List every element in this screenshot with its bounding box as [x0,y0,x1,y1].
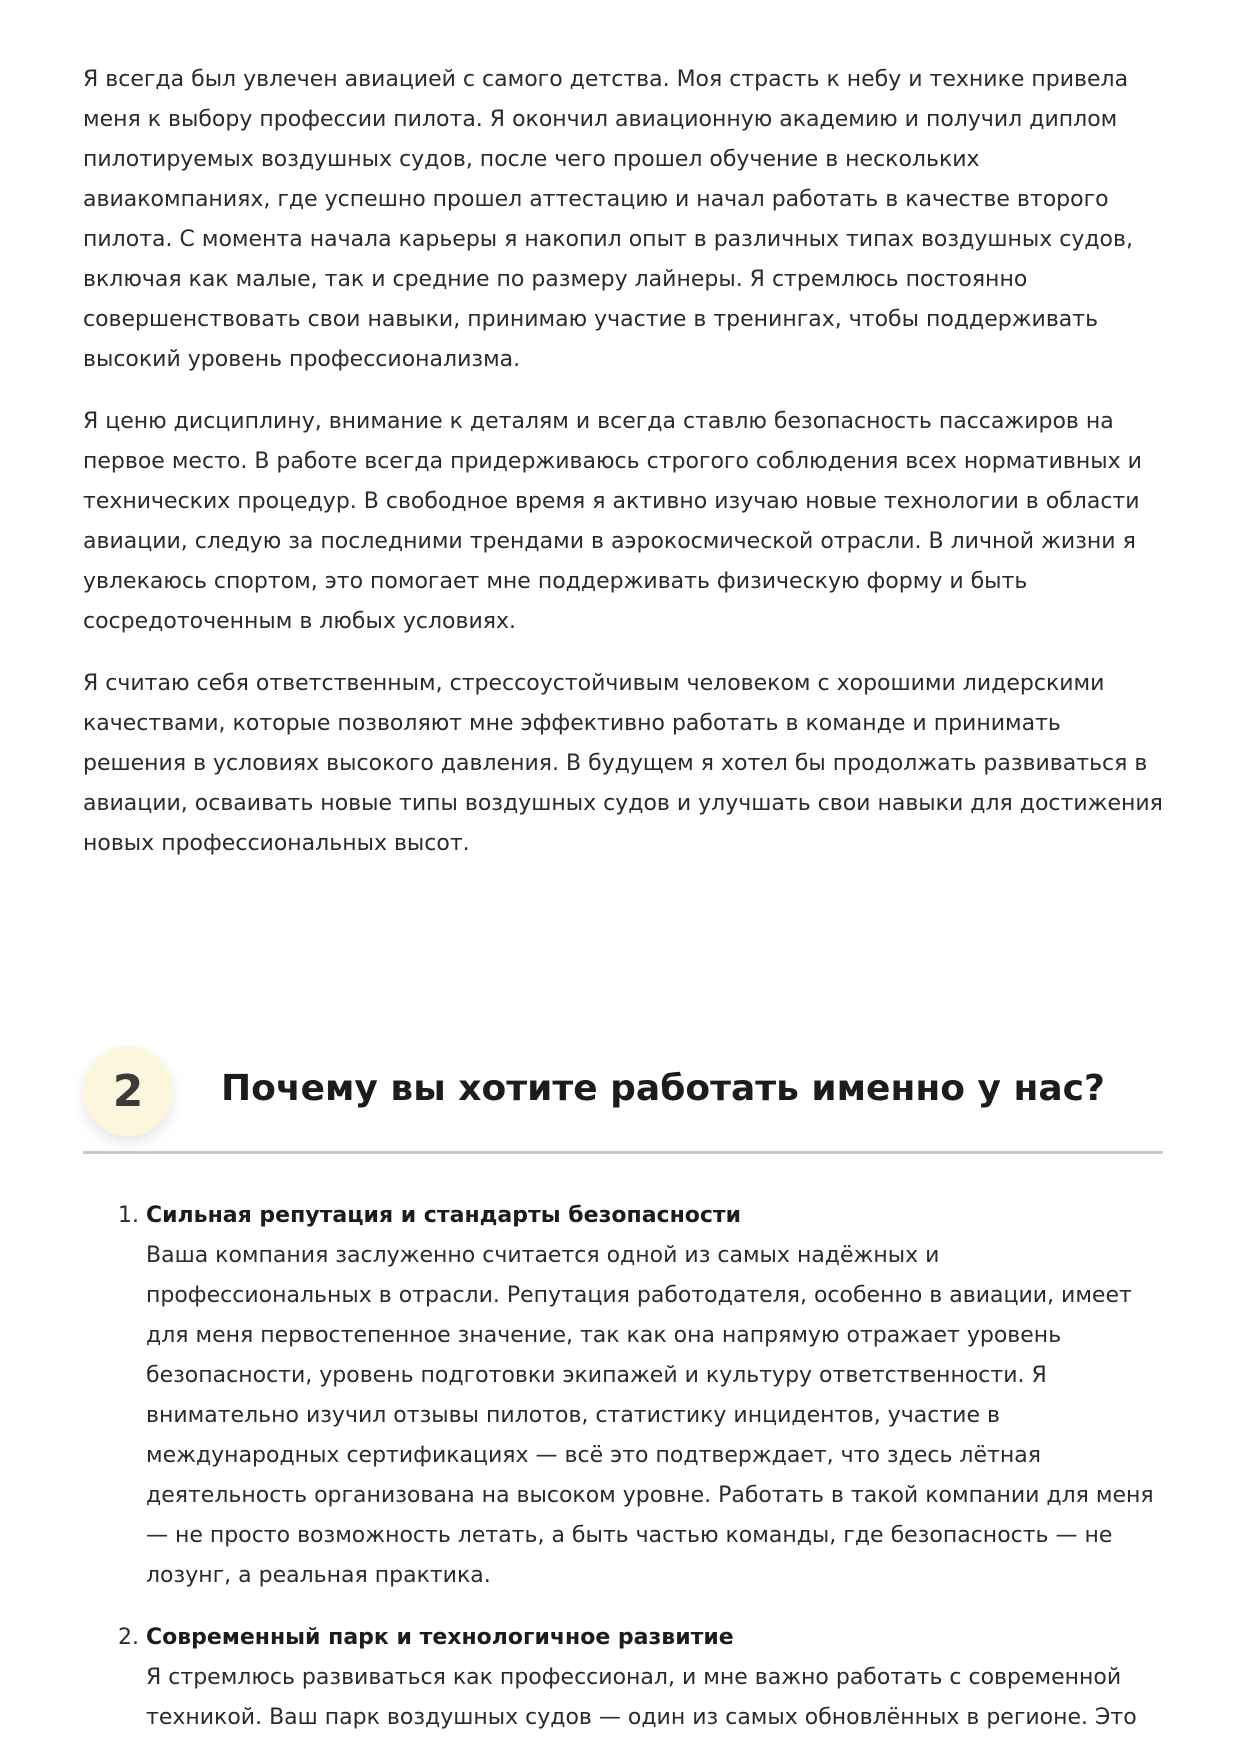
list-item-text: Я стремлюсь развиваться как профессионал, и мне важно работать с современной техникой. Ваш парк воздушных судов — один из самых обновлённых в регионе. Это [146,1665,1137,1730]
intro-paragraph-3: Я считаю себя ответственным, стрессоустойчивым человеком с хорошими лидерскими качествами, которые позволяют мне эффективно работать в команде и принимать решения в условиях высокого давления. В будущем я хотел бы продолжать развиваться в авиации, осваивать новые типы воздушных судов и улучшать свои навыки для достижения новых профессиональных высот. [83,671,1163,856]
list-item-title: Современный парк и технологичное развитие [146,1625,734,1650]
list-item-text: Ваша компания заслуженно считается одной из самых надёжных и профессиональных в отрасли. Репутация работодателя, особенно в авиации, имеет для меня первостепенное значение, так как она напрямую отражает уровень безопасности, уровень подготовки экипажей и культуру ответственности. Я внимательно изучил отзывы пилотов, статистику инцидентов, участие в международных сертификациях — всё это подтверждает, что здесь лётная деятельность организована на высоком уровне. Работать в такой компании для меня — не просто возможность летать, а быть частью команды, где безопасность — не лозунг, а реальная практика. [146,1243,1154,1588]
list-item [83,1618,1163,1738]
section-title: Почему вы хотите работать именно у нас? [221,1068,1105,1109]
list-item-title: Сильная репутация и стандарты безопасности [146,1203,742,1228]
list-item [83,1196,1163,1596]
list-item-number: 2. [118,1625,139,1650]
intro-section [83,60,1163,864]
document-page [83,60,1163,886]
reasons-list [83,1196,1163,1760]
list-item-number: 1. [118,1203,139,1228]
section-header [83,1046,1163,1154]
intro-paragraph-2: Я ценю дисциплину, внимание к деталям и всегда ставлю безопасность пассажиров на первое место. В работе всегда придерживаюсь строгого соблюдения всех нормативных и технических процедур. В свободное время я активно изучаю новые технологии в области авиации, следую за последними трендами в аэрокосмической отрасли. В личной жизни я увлекаюсь спортом, это помогает мне поддерживать физическую форму и быть сосредоточенным в любых условиях. [83,409,1142,634]
section-number-badge: 2 [83,1046,173,1136]
intro-paragraph-1: Я всегда был увлечен авиацией с самого детства. Моя страсть к небу и технике привела меня к выбору профессии пилота. Я окончил авиационную академию и получил диплом пилотируемых воздушных судов, после чего прошел обучение в нескольких авиакомпаниях, где успешно прошел аттестацию и начал работать в качестве второго пилота. С момента начала карьеры я накопил опыт в различных типах воздушных судов, включая как малые, так и средние по размеру лайнеры. Я стремлюсь постоянно совершенствовать свои навыки, принимаю участие в тренингах, чтобы поддерживать высокий уровень профессионализма. [83,67,1133,372]
